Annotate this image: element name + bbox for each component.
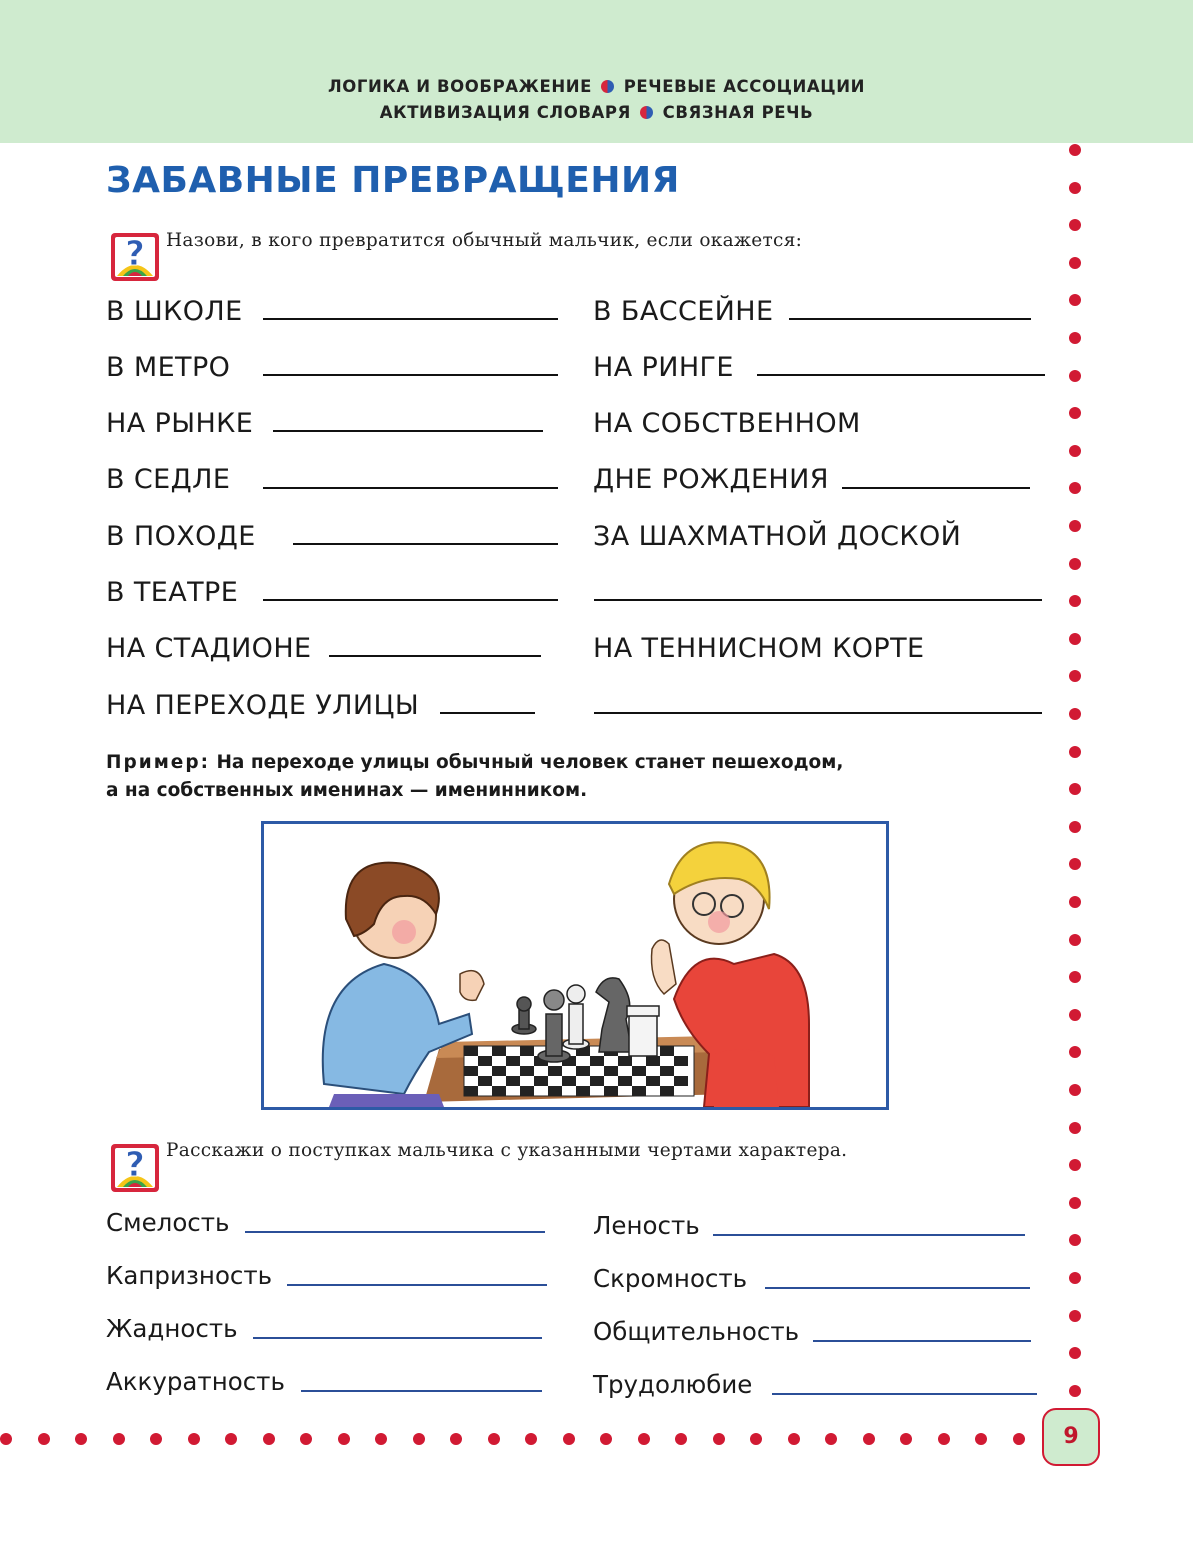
dot-icon	[975, 1433, 987, 1445]
header-topic-associations: РЕЧЕВЫЕ АССОЦИАЦИИ	[623, 77, 866, 96]
dot-icon	[1013, 1433, 1025, 1445]
trait-accuracy: Аккуратность	[106, 1367, 285, 1396]
dot-icon	[1069, 1310, 1081, 1322]
phrase-chessboard: ЗА ШАХМАТНОЙ ДОСКОЙ	[593, 521, 962, 552]
dot-icon	[1069, 1385, 1081, 1397]
dot-icon	[1069, 821, 1081, 833]
dot-icon	[863, 1433, 875, 1445]
dot-icon	[1069, 1122, 1081, 1134]
dot-icon	[413, 1433, 425, 1445]
bullet-icon	[640, 106, 653, 119]
dot-icon	[113, 1433, 125, 1445]
dot-icon	[338, 1433, 350, 1445]
dot-icon	[150, 1433, 162, 1445]
dot-icon	[263, 1433, 275, 1445]
dot-icon	[638, 1433, 650, 1445]
answer-line-school[interactable]	[263, 318, 558, 320]
trait-modesty: Скромность	[593, 1264, 748, 1293]
answer-line-hike[interactable]	[293, 543, 558, 545]
answer-line-sociability[interactable]	[813, 1340, 1031, 1342]
question-icon	[110, 232, 160, 282]
dot-icon	[1069, 1197, 1081, 1209]
header-band	[0, 0, 1193, 143]
dot-icon	[75, 1433, 87, 1445]
dot-icon	[38, 1433, 50, 1445]
phrase-metro: В МЕТРО	[106, 352, 231, 383]
phrase-market: НА РЫНКЕ	[106, 408, 254, 439]
dot-icon	[1069, 144, 1081, 156]
dot-icon	[1069, 1159, 1081, 1171]
svg-text:?: ?	[125, 234, 145, 274]
dot-icon	[300, 1433, 312, 1445]
dot-icon	[1069, 746, 1081, 758]
dot-icon	[938, 1433, 950, 1445]
dot-icon	[1069, 219, 1081, 231]
dot-icon	[1069, 370, 1081, 382]
dot-icon	[375, 1433, 387, 1445]
header-topic-logic: ЛОГИКА И ВООБРАЖЕНИЕ	[327, 77, 593, 96]
trait-courage: Смелость	[106, 1208, 230, 1237]
dot-icon	[1069, 482, 1081, 494]
phrase-saddle: В СЕДЛЕ	[106, 464, 231, 495]
svg-text:?: ?	[125, 1145, 145, 1185]
question-icon	[110, 1143, 160, 1193]
answer-line-ring[interactable]	[757, 374, 1045, 376]
dot-icon	[488, 1433, 500, 1445]
dot-icon	[1069, 708, 1081, 720]
dot-icon	[1069, 670, 1081, 682]
dot-icon	[713, 1433, 725, 1445]
answer-line-laziness[interactable]	[713, 1234, 1025, 1236]
dot-icon	[1069, 595, 1081, 607]
answer-line-diligence[interactable]	[772, 1393, 1037, 1395]
phrase-hike: В ПОХОДЕ	[106, 521, 256, 552]
trait-laziness: Леность	[593, 1211, 700, 1240]
task1-instruction: Назови, в кого превратится обычный мальчик, если окажется:	[166, 230, 803, 251]
trait-capriciousness: Капризность	[106, 1261, 273, 1290]
phrase-tennis-court: НА ТЕННИСНОМ КОРТЕ	[593, 633, 925, 664]
answer-line-market[interactable]	[273, 430, 543, 432]
dot-icon	[1069, 558, 1081, 570]
example-note	[106, 749, 843, 805]
dot-icon	[1069, 1084, 1081, 1096]
example-line-1: На переходе улицы обычный человек станет пешеходом,	[216, 752, 844, 773]
answer-line-saddle[interactable]	[263, 487, 558, 489]
answer-line-capriciousness[interactable]	[287, 1284, 547, 1286]
answer-line-accuracy[interactable]	[301, 1390, 542, 1392]
dot-icon	[600, 1433, 612, 1445]
example-line-2: а на собственных именинах — именинником.	[106, 780, 588, 801]
phrase-theatre: В ТЕАТРЕ	[106, 577, 239, 608]
dot-icon	[1069, 783, 1081, 795]
dot-icon	[1069, 445, 1081, 457]
dot-icon	[788, 1433, 800, 1445]
dot-icon	[563, 1433, 575, 1445]
phrase-school: В ШКОЛЕ	[106, 296, 243, 327]
dot-icon	[1069, 294, 1081, 306]
dot-icon	[525, 1433, 537, 1445]
phrase-birthday: ДНЕ РОЖДЕНИЯ	[593, 464, 829, 495]
dot-icon	[1069, 934, 1081, 946]
phrase-own: НА СОБСТВЕННОМ	[593, 408, 861, 439]
dot-icon	[1069, 633, 1081, 645]
dot-icon	[225, 1433, 237, 1445]
answer-line-theatre[interactable]	[263, 599, 558, 601]
bullet-icon	[601, 80, 614, 93]
dot-icon	[1069, 1009, 1081, 1021]
header-topic-vocabulary: АКТИВИЗАЦИЯ СЛОВАРЯ	[379, 103, 631, 122]
phrase-pool: В БАССЕЙНЕ	[593, 296, 774, 327]
dot-icon	[1069, 971, 1081, 983]
phrase-ring: НА РИНГЕ	[593, 352, 734, 383]
dot-icon	[1069, 1234, 1081, 1246]
dot-icon	[675, 1433, 687, 1445]
phrase-crossing: НА ПЕРЕХОДЕ УЛИЦЫ	[106, 690, 420, 721]
dot-icon	[825, 1433, 837, 1445]
dot-icon	[1069, 407, 1081, 419]
chess-illustration	[261, 821, 889, 1110]
header-topic-speech: СВЯЗНАЯ РЕЧЬ	[662, 103, 814, 122]
dot-icon	[450, 1433, 462, 1445]
page-number: 9	[1042, 1408, 1100, 1466]
answer-line-crossing[interactable]	[440, 712, 535, 714]
answer-line-modesty[interactable]	[765, 1287, 1030, 1289]
dot-icon	[188, 1433, 200, 1445]
answer-line-birthday[interactable]	[842, 487, 1030, 489]
dot-icon	[1069, 896, 1081, 908]
dot-icon	[900, 1433, 912, 1445]
dot-icon	[1069, 257, 1081, 269]
dot-icon	[1069, 1272, 1081, 1284]
dot-icon	[1069, 332, 1081, 344]
answer-line-pool[interactable]	[789, 318, 1031, 320]
answer-line-metro[interactable]	[263, 374, 558, 376]
page-title: ЗАБАВНЫЕ ПРЕВРАЩЕНИЯ	[106, 160, 680, 201]
header-line-1	[0, 77, 1193, 96]
dot-icon	[750, 1433, 762, 1445]
dot-icon	[1069, 1347, 1081, 1359]
dot-icon	[1069, 858, 1081, 870]
answer-line-tennis-court[interactable]	[594, 712, 1042, 714]
answer-line-stadium[interactable]	[329, 655, 541, 657]
dot-icon	[0, 1433, 12, 1445]
example-label: Пример:	[106, 752, 210, 773]
dot-icon	[1069, 520, 1081, 532]
dot-icon	[1069, 182, 1081, 194]
trait-sociability: Общительность	[593, 1317, 800, 1346]
trait-greed: Жадность	[106, 1314, 238, 1343]
header-line-2	[0, 103, 1193, 122]
task2-instruction: Расскажи о поступках мальчика с указанными чертами характера.	[166, 1140, 848, 1161]
dot-icon	[1069, 1046, 1081, 1058]
trait-diligence: Трудолюбие	[593, 1370, 753, 1399]
phrase-stadium: НА СТАДИОНЕ	[106, 633, 312, 664]
answer-line-chessboard[interactable]	[594, 599, 1042, 601]
answer-line-courage[interactable]	[245, 1231, 545, 1233]
answer-line-greed[interactable]	[253, 1337, 542, 1339]
boys-playing-chess-image	[264, 824, 886, 1107]
